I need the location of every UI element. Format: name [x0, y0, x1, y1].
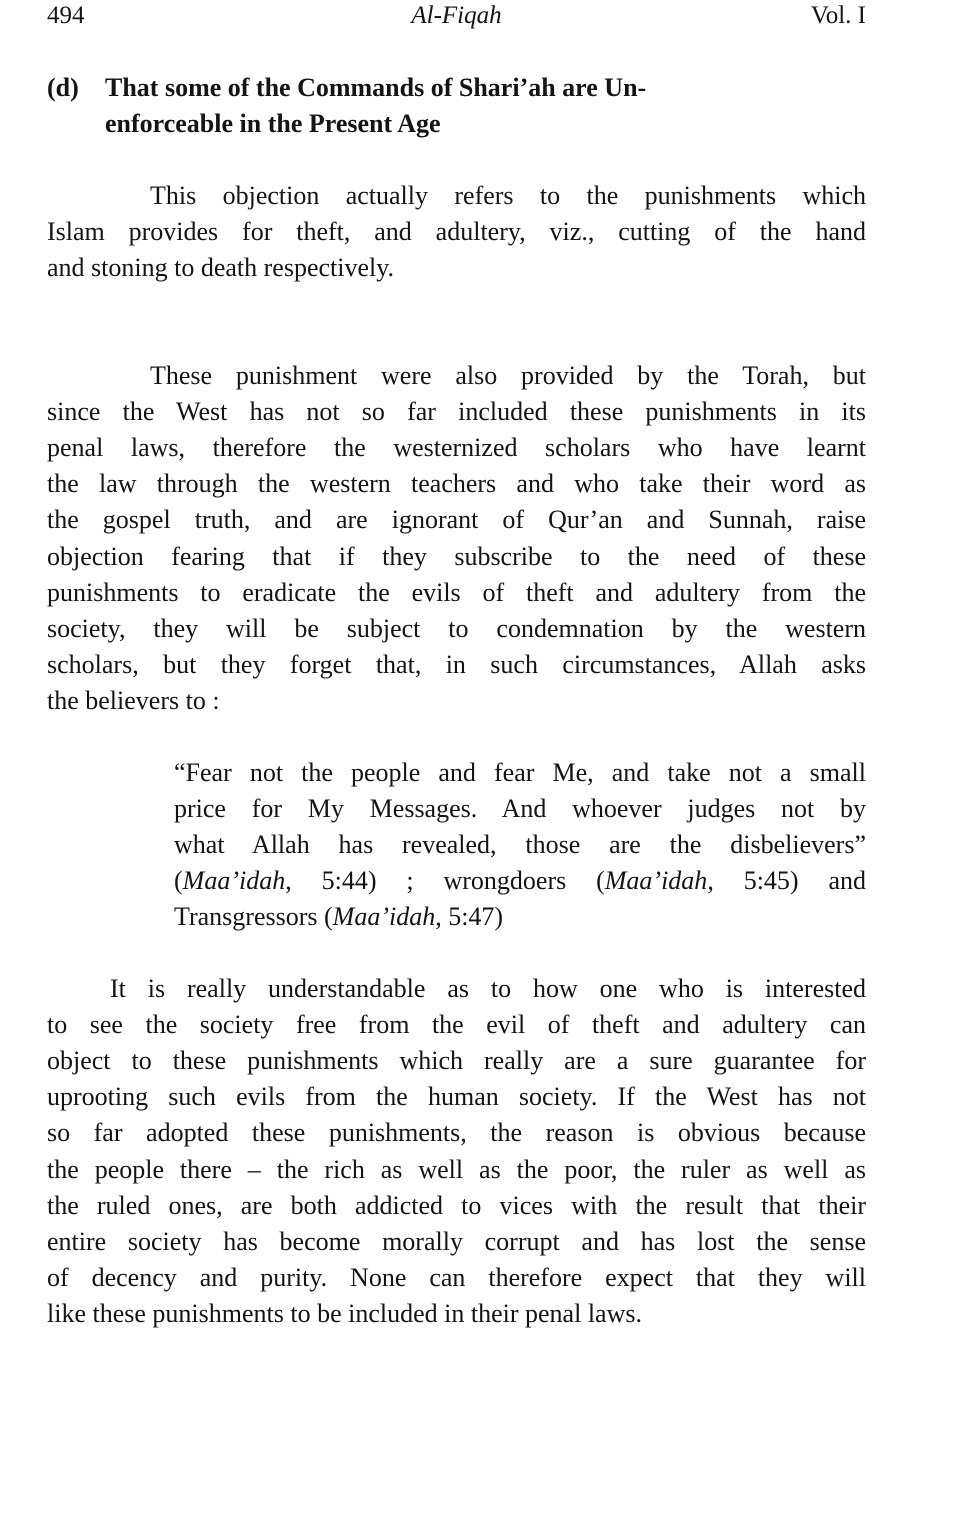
section-title-line: That some of the Commands of Shari’ah are Un- [105, 73, 647, 102]
text-line: society, they will be subject to condemnation by the western [47, 614, 866, 643]
quote-reference-line: Transgressors (Maa’idah, 5:47) [174, 902, 504, 931]
text-line: like these punishments to be included in their penal laws. [47, 1299, 642, 1328]
text-line: It is really understandable as to how one who is interested [110, 974, 866, 1003]
text-line: punishments to eradicate the evils of theft and adultery from the [47, 578, 866, 607]
text-line: and stoning to death respectively. [47, 253, 395, 282]
text-line: the believers to : [47, 686, 220, 715]
citation-source: Maa’idah [604, 866, 708, 895]
running-header [47, 0, 866, 34]
text-line: the gospel truth, and are ignorant of Qur’an and Sunnah, raise [47, 505, 866, 534]
text-line: to see the society free from the evil of theft and adultery can [47, 1010, 866, 1039]
text-line: uprooting such evils from the human society. If the West has not [47, 1082, 866, 1111]
text-line: the people there – the rich as well as the poor, the ruler as well as [47, 1155, 866, 1184]
quote-line: what Allah has revealed, those are the disbelievers” [174, 830, 866, 859]
page-number: 494 [47, 2, 85, 29]
text-line: Islam provides for theft, and adultery, viz., cutting of the hand [47, 217, 866, 246]
text-line: so far adopted these punishments, the reason is obvious because [47, 1118, 866, 1147]
citation-source: Maa’idah [332, 902, 436, 931]
text-line: of decency and purity. None can therefore expect that they will [47, 1263, 866, 1292]
volume-label: Vol. I [810, 2, 866, 29]
text-line: This objection actually refers to the punishments which [150, 181, 866, 210]
text-line: These punishment were also provided by the Torah, but [150, 361, 866, 390]
section-title-line: enforceable in the Present Age [105, 109, 441, 138]
quote-reference-line: (Maa’idah, 5:44) ; wrongdoers (Maa’idah, 5:45) and [174, 866, 866, 895]
text-line: scholars, but they forget that, in such circumstances, Allah asks [47, 650, 866, 679]
text-line: the law through the western teachers and who take their word as [47, 469, 866, 498]
section-label: (d) [47, 73, 79, 102]
text-line: since the West has not so far included these punishments in its [47, 397, 866, 426]
quote-line: price for My Messages. And whoever judges not by [174, 794, 866, 823]
text-line: the ruled ones, are both addicted to vices with the result that their [47, 1191, 866, 1220]
text-line: objection fearing that if they subscribe to the need of these [47, 542, 866, 571]
text-line: penal laws, therefore the westernized scholars who have learnt [47, 433, 866, 462]
text-line: object to these punishments which really are a sure guarantee for [47, 1046, 866, 1075]
citation-source: Maa’idah [182, 866, 286, 895]
section-heading [47, 70, 807, 142]
text-line: entire society has become morally corrupt and has lost the sense [47, 1227, 866, 1256]
book-title: Al-Fiqah [411, 2, 502, 29]
quote-line: “Fear not the people and fear Me, and take not a small [174, 758, 866, 787]
